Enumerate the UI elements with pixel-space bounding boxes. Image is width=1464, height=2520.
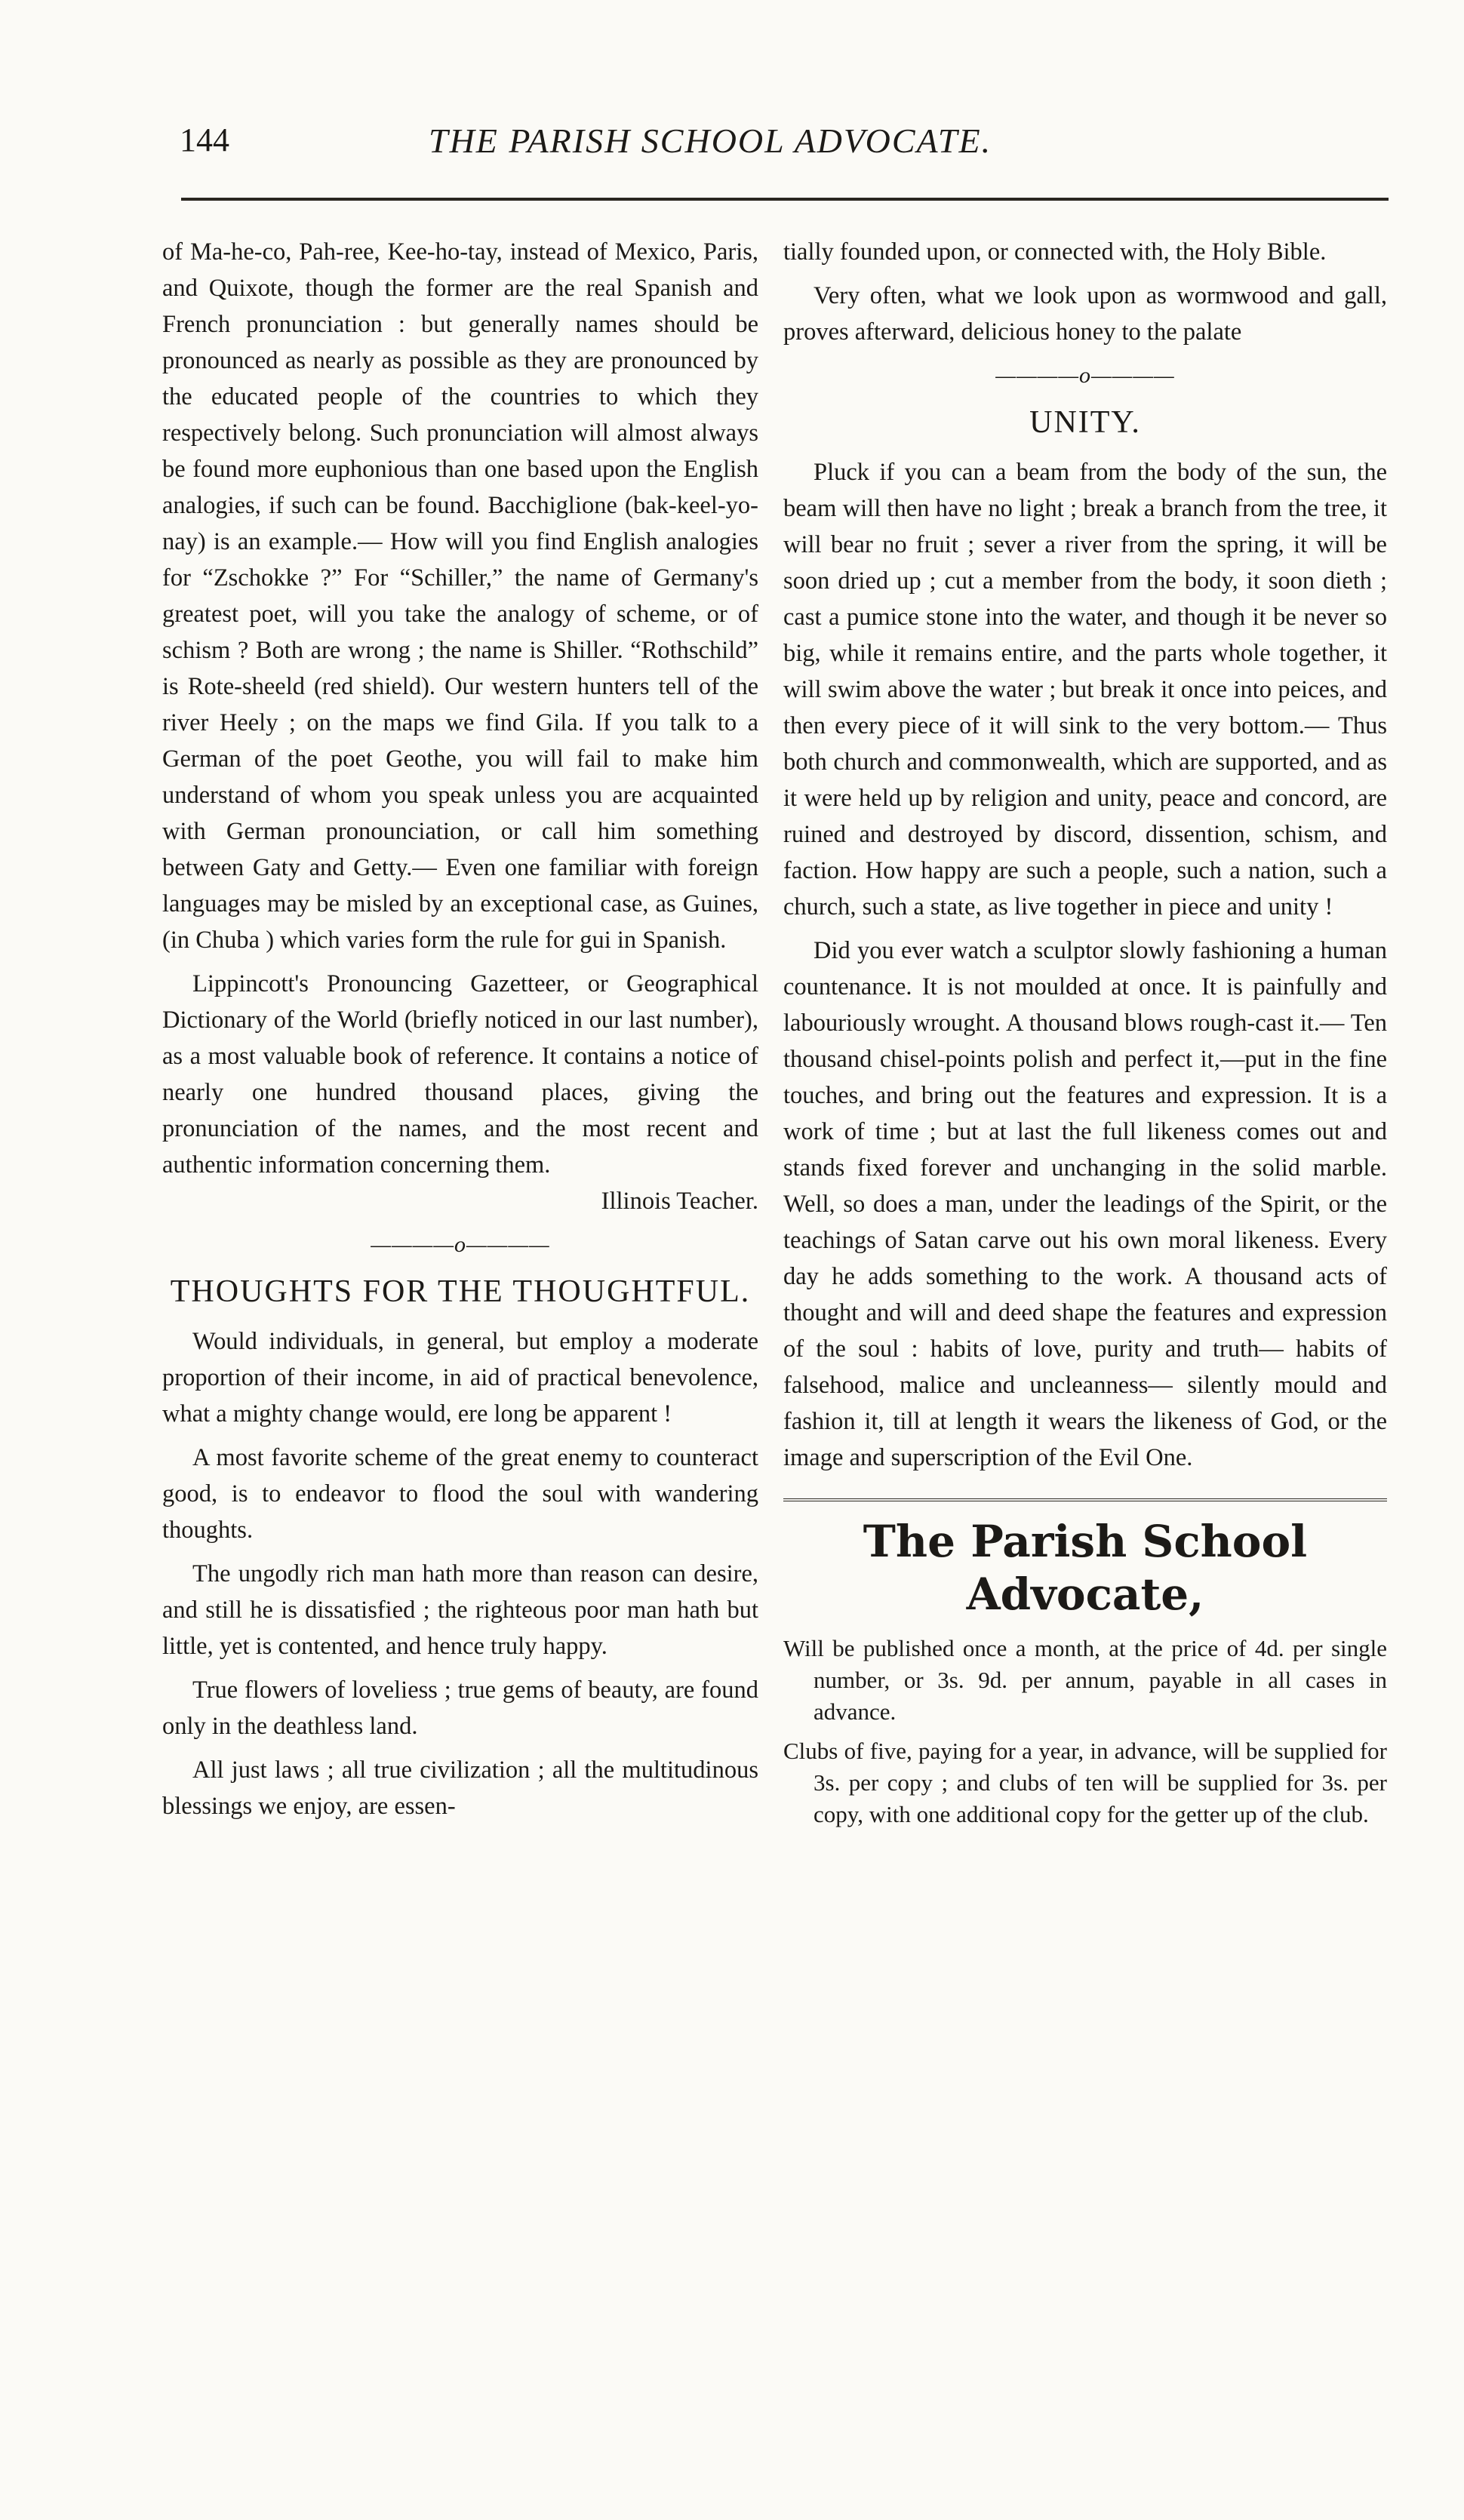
- page-number: 144: [180, 121, 229, 158]
- running-title: THE PARISH SCHOOL ADVOCATE.: [429, 121, 992, 160]
- masthead-rule: [783, 1498, 1387, 1501]
- paragraph-sculptor: Did you ever watch a sculptor slowly fashioning a human countenance. It is not moulded at once. It is painfully and labouriously wrought. A thousand blows rough-cast it.— Ten thousand chisel-points polish and perfect it,—put in the fine touches, and bring out the features and expression. It is a work of time ; but at last the full likeness comes out and stands fixed forever and unchanging in the solid marble. Well, so does a man, under the leadings of the Spirit, or the teachings of Satan carve out his own moral likeness. Every day he adds something to the work. A thousand acts of thought and will and deed shape the features and expression of the soul : habits of love, purity and truth— habits of falsehood, malice and uncleanness— silently mould and fashion it, till at length it wears the likeness of God, or the image and superscription of the Evil One.: [783, 937, 1387, 1471]
- paragraph-gazetteer: [162, 966, 758, 1219]
- right-column: [783, 234, 1387, 1838]
- section-separator: ————o————: [371, 1232, 550, 1257]
- paragraph-pronunciation: of Ma-he-co, Pah-ree, Kee-ho-tay, instead of Mexico, Paris, and Quixote, though the former are the real Spanish and French pronunciation : but generally names should be pronounced as nearly as possible as they are pronounced by the educated people of the countries to which they respectively belong. Such pronunciation will almost always be found more euphonious than one based upon the English analogies, if such can be found. Bacchiglione (bak-keel-yo-nay) is an example.— How will you find English analogies for “Zschokke ?” For “Schiller,” the name of Germany's greatest poet, will you take the analogy of scheme, or of schism ? Both are wrong ; the name is Shiller. “Rothschild” is Rote-sheeld (red shield). Our western hunters tell of the river Heely ; on the maps we find Gila. If you talk to a German of the poet Geothe, you will fail to make him understand of whom you speak unless you are acquainted with German pronounciation, or call him something between Gaty and Getty.— Even one familiar with foreign languages may be misled by an exceptional case, as Guines, (in Chuba ) which varies form the rule for gui in Spanish.: [162, 238, 758, 954]
- header-rule: [181, 198, 1389, 201]
- gazetteer-text: Lippincott's Pronouncing Gazetteer, or Geographical Dictionary of the World (briefly noticed in our last number), as a most valuable book of reference. It contains a notice of nearly one hundred thousand places, giving the pronunciation of the names, and the most recent and authentic information concerning them.: [162, 970, 758, 1179]
- paragraph-benevolence: Would individuals, in general, but employ a moderate proportion of their income, in aid of practical benevolence, what a mighty change would, ere long be apparent !: [162, 1328, 758, 1427]
- section-heading-unity: UNITY.: [1029, 405, 1141, 440]
- paragraph-wormwood: Very often, what we look upon as wormwood and gall, proves afterward, delicious honey to the palate: [783, 282, 1387, 346]
- attribution: Illinois Teacher.: [601, 1188, 758, 1215]
- paragraph-holy-bible: tially founded upon, or connected with, the Holy Bible.: [783, 238, 1327, 266]
- paragraph-pluck-beam: Pluck if you can a beam from the body of the sun, the beam will then have no light ; break a branch from the tree, it will bear no fruit ; sever a river from the spring, it will be soon dried up ; cut a member from the body, it soon dieth ; cast a pumice stone into the water, and though it be never so big, while it remains entire, and the parts whole together, it will swim above the water ; but break it once into peices, and then every piece of it will sink to the very bottom.— Thus both church and commonwealth, which are supported, and as it were held up by religion and unity, peace and concord, are ruined and destroyed by discord, dissention, schism, and faction. How happy are such a people, such a nation, such a church, such a state, as live together in piece and unity !: [783, 459, 1387, 920]
- paragraph-true-flowers: True flowers of loveliess ; true gems of beauty, are found only in the deathless land.: [162, 1676, 758, 1740]
- notice-publication: Will be published once a month, at the price of 4d. per single number, or 3s. 9d. per annum, payable in all cases in advance.: [783, 1635, 1387, 1725]
- paragraph-just-laws: All just laws ; all true civilization ; all the multitudinous blessings we enjoy, are essen-: [162, 1756, 758, 1820]
- masthead-title: The Parish School Advocate,: [863, 1516, 1308, 1620]
- paragraph-ungodly-rich: The ungodly rich man hath more than reason can desire, and still he is dissatisfied ; the righteous poor man hath but little, yet is contented, and hence truly happy.: [162, 1560, 758, 1660]
- notice-clubs: Clubs of five, paying for a year, in advance, will be supplied for 3s. per copy ; and clubs of ten will be supplied for 3s. per copy, with one additional copy for the getter up of the club.: [783, 1738, 1387, 1827]
- section-heading-thoughts: THOUGHTS FOR THE THOUGHTFUL.: [170, 1274, 751, 1309]
- page-header: [180, 113, 1357, 166]
- paragraph-enemy-scheme: A most favorite scheme of the great enemy to counteract good, is to endeavor to flood the soul with wandering thoughts.: [162, 1444, 758, 1544]
- left-column: [162, 234, 758, 1832]
- section-separator: ————o————: [995, 363, 1175, 388]
